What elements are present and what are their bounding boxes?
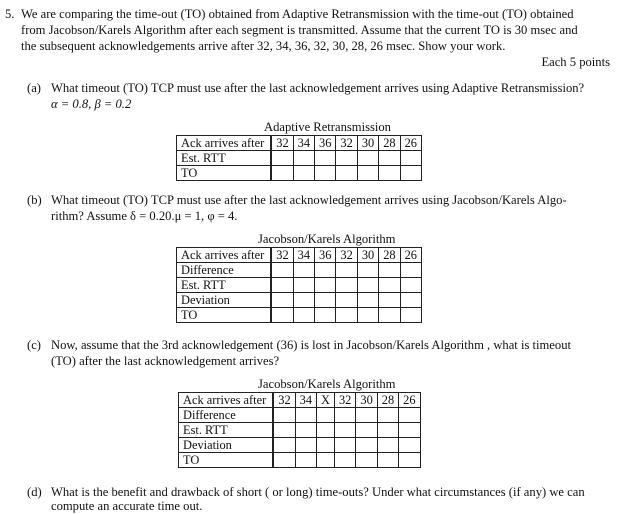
table-b-row-est-rtt: [177, 278, 422, 293]
table-a-row-to: [177, 166, 422, 181]
part-a-params: α = 0.8, β = 0.2: [51, 97, 132, 111]
part-d-text-2: compute an accurate time out.: [51, 499, 203, 513]
table-c-row-label: TO: [179, 453, 274, 468]
table-b-cell: [400, 278, 421, 293]
table-c-cell: [377, 453, 398, 468]
table-b-caption: Jacobson/Karels Algorithm: [258, 232, 396, 246]
table-c-value: 30: [356, 393, 377, 408]
table-b-cell: [336, 263, 357, 278]
table-c-value: 26: [399, 393, 420, 408]
table-b: [176, 247, 422, 323]
table-c-cell: [295, 423, 316, 438]
table-c-cell: [317, 408, 335, 423]
table-a-cell: [271, 166, 293, 181]
table-b-cell: [293, 278, 314, 293]
table-b-value: 36: [315, 248, 336, 263]
table-a-value: 34: [293, 136, 314, 151]
table-b-header-label: Ack arrives after: [177, 248, 272, 263]
table-b-value: 34: [293, 248, 314, 263]
table-c-cell: [377, 423, 398, 438]
table-a-cell: [315, 166, 336, 181]
table-c-cell: [356, 438, 377, 453]
intro-line-1: We are comparing the time-out (TO) obtained from Adaptive Retransmission with the time-out (TO) obtained: [21, 7, 574, 21]
table-a-cell: [293, 151, 314, 166]
table-c-cell: [295, 453, 316, 468]
table-c-cell: [399, 423, 420, 438]
table-b-cell: [357, 308, 378, 323]
table-a-value: 26: [400, 136, 421, 151]
table-a-value: 30: [357, 136, 378, 151]
question-number: 5.: [5, 7, 15, 21]
table-c-row-label: Est. RTT: [179, 423, 274, 438]
table-a-cell: [336, 166, 357, 181]
table-b-cell: [379, 293, 400, 308]
table-c-value: 32: [334, 393, 355, 408]
table-b-cell: [271, 263, 293, 278]
table-c-cell: [399, 438, 420, 453]
table-c-cell: [377, 408, 398, 423]
table-b-row-label: TO: [177, 308, 272, 323]
table-a-cell: [336, 151, 357, 166]
table-c-header-row: [179, 393, 421, 408]
table-b-cell: [336, 308, 357, 323]
part-b-text-2: rithm? Assume δ = 0.20.μ = 1, φ = 4.: [51, 209, 238, 223]
table-c-row-label: Deviation: [179, 438, 274, 453]
table-b-row-deviation: [177, 293, 422, 308]
part-a-label: (a): [27, 81, 41, 95]
table-c-cell: [399, 453, 420, 468]
table-a-header-row: [177, 136, 422, 151]
table-c-value: X: [317, 393, 335, 408]
table-c-cell: [356, 453, 377, 468]
table-b-row-label: Est. RTT: [177, 278, 272, 293]
table-a-value: 32: [336, 136, 357, 151]
table-c-cell: [377, 438, 398, 453]
table-c-value: 32: [273, 393, 295, 408]
table-c-cell: [317, 438, 335, 453]
table-a-cell: [357, 166, 378, 181]
table-b-cell: [271, 278, 293, 293]
table-c-header-label: Ack arrives after: [179, 393, 274, 408]
table-b-cell: [315, 263, 336, 278]
table-a-cell: [379, 166, 400, 181]
table-b-cell: [400, 263, 421, 278]
part-c-text-2: (TO) after the last acknowledgement arrives?: [51, 354, 280, 368]
table-c: [178, 392, 421, 468]
table-b-cell: [293, 308, 314, 323]
table-b-header-row: [177, 248, 422, 263]
part-c-text-1: Now, assume that the 3rd acknowledgement (36) is lost in Jacobson/Karels Algorithm , what is timeout: [51, 338, 571, 352]
table-b-cell: [271, 293, 293, 308]
table-a-value: 32: [271, 136, 293, 151]
table-c-cell: [317, 423, 335, 438]
part-b-label: (b): [27, 193, 42, 207]
table-a-cell: [379, 151, 400, 166]
part-d-label: (d): [27, 485, 42, 499]
table-b-cell: [271, 308, 293, 323]
table-b-value: 32: [271, 248, 293, 263]
table-c-cell: [273, 453, 295, 468]
table-b-value: 28: [379, 248, 400, 263]
table-b-cell: [400, 308, 421, 323]
table-c-cell: [273, 408, 295, 423]
intro-line-2: from Jacobson/Karels Algorithm after each segment is transmitted. Assume that the current TO is 30 msec and: [21, 23, 578, 37]
table-b-cell: [315, 308, 336, 323]
table-b-cell: [379, 278, 400, 293]
table-a-value: 36: [315, 136, 336, 151]
intro-line-3: the subsequent acknowledgements arrive after 32, 34, 36, 32, 30, 28, 26 msec. Show your work.: [21, 39, 506, 53]
table-b-value: 26: [400, 248, 421, 263]
table-b-row-label: Difference: [177, 263, 272, 278]
table-b-cell: [336, 293, 357, 308]
table-a-cell: [293, 166, 314, 181]
table-b-value: 30: [357, 248, 378, 263]
table-c-row-to: [179, 453, 421, 468]
table-a-row-label: TO: [177, 166, 272, 181]
table-a-row-est-rtt: [177, 151, 422, 166]
table-a-cell: [271, 151, 293, 166]
table-b-cell: [400, 293, 421, 308]
part-c-label: (c): [27, 338, 41, 352]
table-a-caption: Adaptive Retransmission: [264, 120, 391, 134]
table-c-cell: [334, 453, 355, 468]
table-b-row-label: Deviation: [177, 293, 272, 308]
table-c-cell: [356, 408, 377, 423]
table-a-cell: [357, 151, 378, 166]
table-c-row-est-rtt: [179, 423, 421, 438]
table-c-cell: [334, 408, 355, 423]
table-c-value: 28: [377, 393, 398, 408]
table-a-cell: [315, 151, 336, 166]
table-a-header-label: Ack arrives after: [177, 136, 272, 151]
table-b-cell: [357, 263, 378, 278]
table-b-cell: [357, 293, 378, 308]
table-b-cell: [379, 263, 400, 278]
table-a-value: 28: [379, 136, 400, 151]
table-a: [176, 135, 422, 181]
table-c-caption: Jacobson/Karels Algorithm: [258, 377, 396, 391]
points-note: Each 5 points: [541, 55, 610, 69]
table-b-cell: [293, 293, 314, 308]
table-c-cell: [295, 438, 316, 453]
table-b-cell: [315, 293, 336, 308]
table-b-cell: [379, 308, 400, 323]
part-d-text-1: What is the benefit and drawback of short ( or long) time-outs? Under what circumstances (if any) we can: [51, 485, 585, 499]
table-c-row-deviation: [179, 438, 421, 453]
table-c-row-difference: [179, 408, 421, 423]
table-b-value: 32: [336, 248, 357, 263]
table-c-cell: [317, 453, 335, 468]
table-c-cell: [273, 438, 295, 453]
table-a-cell: [400, 166, 421, 181]
table-c-cell: [334, 438, 355, 453]
part-a-text: What timeout (TO) TCP must use after the last acknowledgement arrives using Adaptive Retransmission?: [51, 81, 585, 95]
table-c-row-label: Difference: [179, 408, 274, 423]
table-b-row-to: [177, 308, 422, 323]
table-a-row-label: Est. RTT: [177, 151, 272, 166]
table-b-cell: [315, 278, 336, 293]
table-c-value: 34: [295, 393, 316, 408]
part-b-text-1: What timeout (TO) TCP must use after the last acknowledgement arrives using Jacobson/Karels Algo-: [51, 193, 567, 207]
table-c-cell: [295, 408, 316, 423]
table-c-cell: [356, 423, 377, 438]
table-b-cell: [293, 263, 314, 278]
table-c-cell: [399, 408, 420, 423]
table-b-cell: [336, 278, 357, 293]
table-b-cell: [357, 278, 378, 293]
table-c-cell: [273, 423, 295, 438]
table-c-cell: [334, 423, 355, 438]
table-a-cell: [400, 151, 421, 166]
table-b-row-difference: [177, 263, 422, 278]
